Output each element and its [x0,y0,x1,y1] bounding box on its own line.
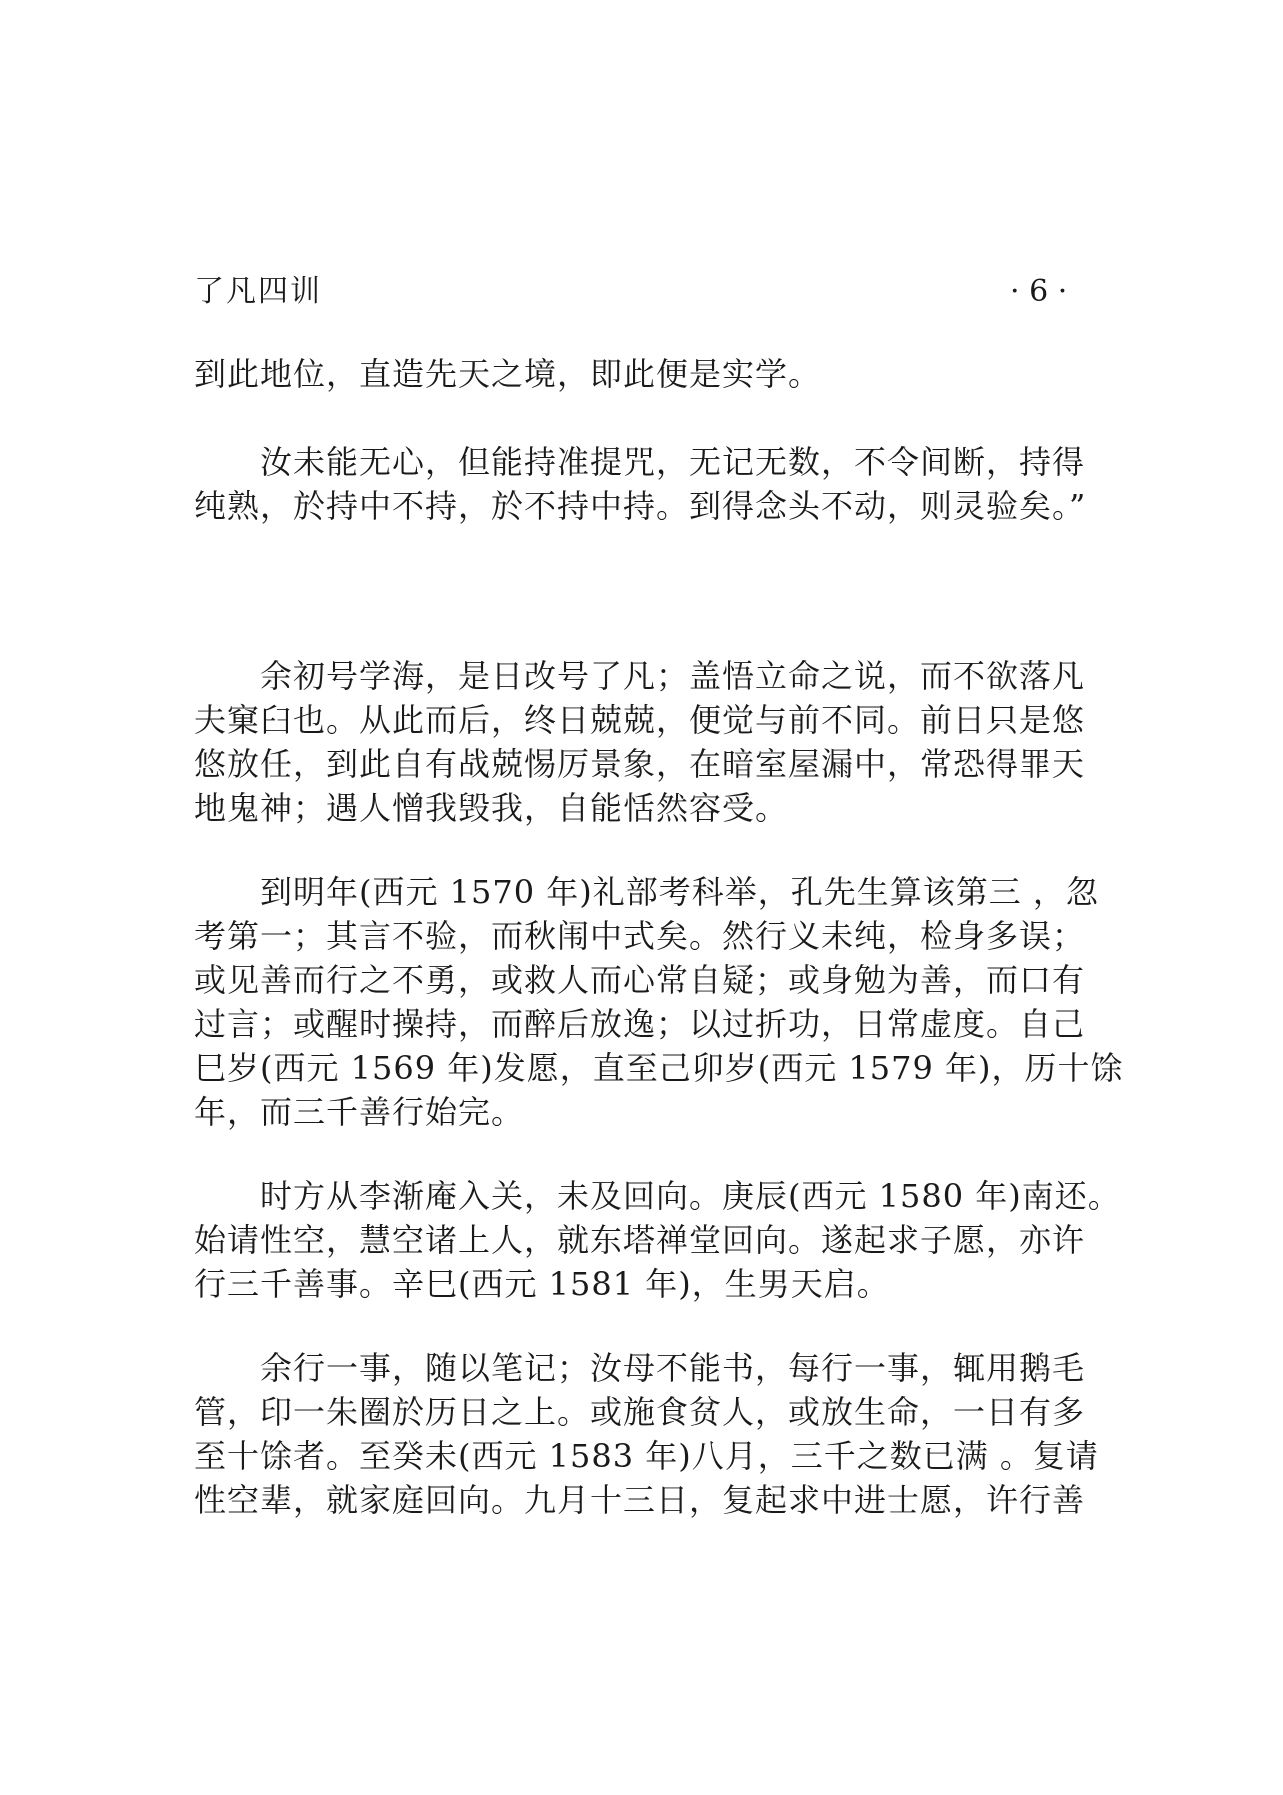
text-line: 行三千善事。辛巳(西元 1581 年)，生男天启。 [194,1265,890,1303]
text-line: 性空辈，就家庭回向。九月十三日，复起求中进士愿，许行善 [194,1481,1086,1519]
text-line: 过言；或醒时操持，而醉后放逸；以过折功，日常虚度。自己 [194,1005,1086,1043]
text-line: 考第一；其言不验，而秋闱中式矣。然行义未纯，检身多误； [194,917,1086,955]
text-line: 地鬼神；遇人憎我毁我，自能恬然容受。 [194,789,789,827]
text-line: 夫窠臼也。从此而后，终日兢兢，便觉与前不同。前日只是悠 [194,701,1086,739]
text-line: 或见善而行之不勇，或救人而心常自疑；或身勉为善，而口有 [194,961,1086,999]
text-line: 到此地位，直造先天之境，即此便是实学。 [194,355,822,393]
text-line: 余初号学海，是日改号了凡；盖悟立命之说，而不欲落凡 [194,657,1086,695]
text-line: 巳岁(西元 1569 年)发愿，直至己卯岁(西元 1579 年)，历十馀 [194,1049,1124,1087]
text-line: 管，印一朱圈於历日之上。或施食贫人，或放生命，一日有多 [194,1393,1086,1431]
page-number: · 6 · [1010,274,1068,309]
text-line: 时方从李渐庵入关，未及回向。庚辰(西元 1580 年)南还。 [194,1177,1121,1215]
text-line: 悠放任，到此自有战兢惕厉景象，在暗室屋漏中，常恐得罪天 [194,745,1086,783]
text-line: 年，而三千善行始完。 [194,1093,525,1131]
text-line: 到明年(西元 1570 年)礼部考科举，孔先生算该第三 ，忽 [194,873,1099,911]
text-line: 余行一事，随以笔记；汝母不能书，每行一事，辄用鹅毛 [194,1349,1086,1387]
text-line: 至十馀者。至癸未(西元 1583 年)八月，三千之数已满 。复请 [194,1437,1099,1475]
text-line: 始请性空，慧空诸上人，就东塔禅堂回向。遂起求子愿，亦许 [194,1221,1086,1259]
book-title: 了凡四训 [194,274,322,309]
text-line: 纯熟，於持中不持，於不持中持。到得念头不动，则灵验矣。” [194,487,1087,525]
text-line: 汝未能无心，但能持准提咒，无记无数，不令间断，持得 [194,443,1086,481]
